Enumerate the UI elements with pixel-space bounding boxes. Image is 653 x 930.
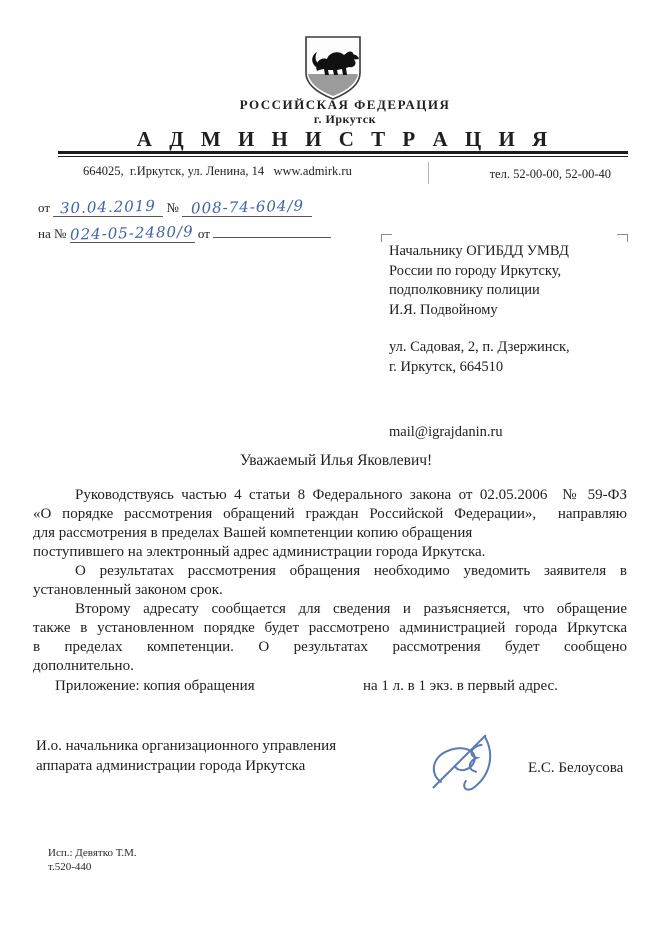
body-line: О результатах рассмотрения обращения необходимо уведомить заявителя в <box>75 563 627 579</box>
reply-label: на № <box>38 226 67 241</box>
body-line: Второму адресату сообщается для сведения и разъясняется, что обращение <box>75 601 627 617</box>
body-line: дополнительно. <box>33 658 134 674</box>
incoming-number-field <box>70 224 195 243</box>
letterhead-double-rule <box>58 151 628 157</box>
body-line: Руководствуясь частью 4 статьи 8 Федерального закона от 02.05.2006 № 59-ФЗ <box>75 487 627 503</box>
handwritten-date: 30.04.2019 <box>60 196 157 218</box>
signer-position-line: аппарата администрации города Иркутска <box>36 757 306 774</box>
recipient-zone-corner-right <box>617 234 628 242</box>
irkutsk-coat-of-arms-icon <box>301 35 365 101</box>
outgoing-date-field <box>53 198 163 217</box>
recipient-block <box>389 242 570 377</box>
body-line: в пределах компетенции. О результатах рассмотрения будет сообщено <box>33 639 627 655</box>
handwritten-reply-number: 024-05-2480/9 <box>70 222 195 244</box>
attachment-details: на 1 л. в 1 экз. в первый адрес. <box>363 678 558 694</box>
handwritten-number: 008-74-604/9 <box>190 196 304 218</box>
letterhead-address: 664025, г.Иркутск, ул. Ленина, 14 www.admirk.ru <box>83 164 352 178</box>
recipient-line: России по городу Иркутску, <box>389 262 562 279</box>
body-line: поступившего на электронный адрес администрации города Иркутска. <box>33 544 486 560</box>
letterhead-phone: тел. 52-00-00, 52-00-40 <box>489 167 611 181</box>
signer-name: Е.С. Белоусова <box>528 760 624 776</box>
letterhead-org-title: А Д М И Н И С Т Р А Ц И Я <box>136 127 554 151</box>
address-divider-line <box>428 162 429 184</box>
recipient-zone-corner-left <box>381 234 392 242</box>
incoming-reference-row <box>38 223 331 243</box>
recipient-line: И.Я. Подвойному <box>389 301 498 318</box>
from-label: от <box>38 200 51 215</box>
letterhead-country: РОССИЙСКАЯ ФЕДЕРАЦИЯ <box>239 97 451 112</box>
reply-from-label: от <box>197 226 210 241</box>
recipient-email: mail@igrajdanin.ru <box>389 424 503 440</box>
recipient-line: Начальнику ОГИБДД УМВД <box>389 243 569 259</box>
recipient-line: подполковнику полиции <box>389 282 540 298</box>
body-line: «О порядке рассмотрения обращений граждан Российской Федерации», направляю <box>33 506 627 522</box>
outgoing-reference-row <box>38 198 331 217</box>
body-line: для рассмотрения в пределах Вашей компетенции копию обращения <box>33 525 473 541</box>
recipient-address-line: г. Иркутск, 664510 <box>389 358 504 375</box>
executor-footer <box>48 846 137 874</box>
outgoing-number-field <box>182 198 312 217</box>
body-line: установленный законом срок. <box>33 582 223 598</box>
executor-phone: т.520-440 <box>48 861 92 873</box>
reference-block <box>38 198 331 249</box>
letterhead-city: г. Иркутск <box>313 112 377 126</box>
number-label: № <box>166 200 179 215</box>
recipient-address-line: ул. Садовая, 2, п. Дзержинск, <box>389 339 570 355</box>
attachment-label: Приложение: копия обращения <box>55 678 255 694</box>
executor-name: Исп.: Девятко Т.М. <box>48 847 137 859</box>
salutation: Уважаемый Илья Яковлевич! <box>240 452 433 469</box>
incoming-date-field-empty <box>213 223 331 238</box>
letter-body <box>33 486 627 676</box>
body-line: также в установленном порядке будет рассмотрено администрацией города Иркутска <box>33 620 627 636</box>
signer-position <box>36 737 336 776</box>
signer-position-line: И.о. начальника организационного управления <box>36 738 337 754</box>
recipient-gap <box>389 320 570 338</box>
